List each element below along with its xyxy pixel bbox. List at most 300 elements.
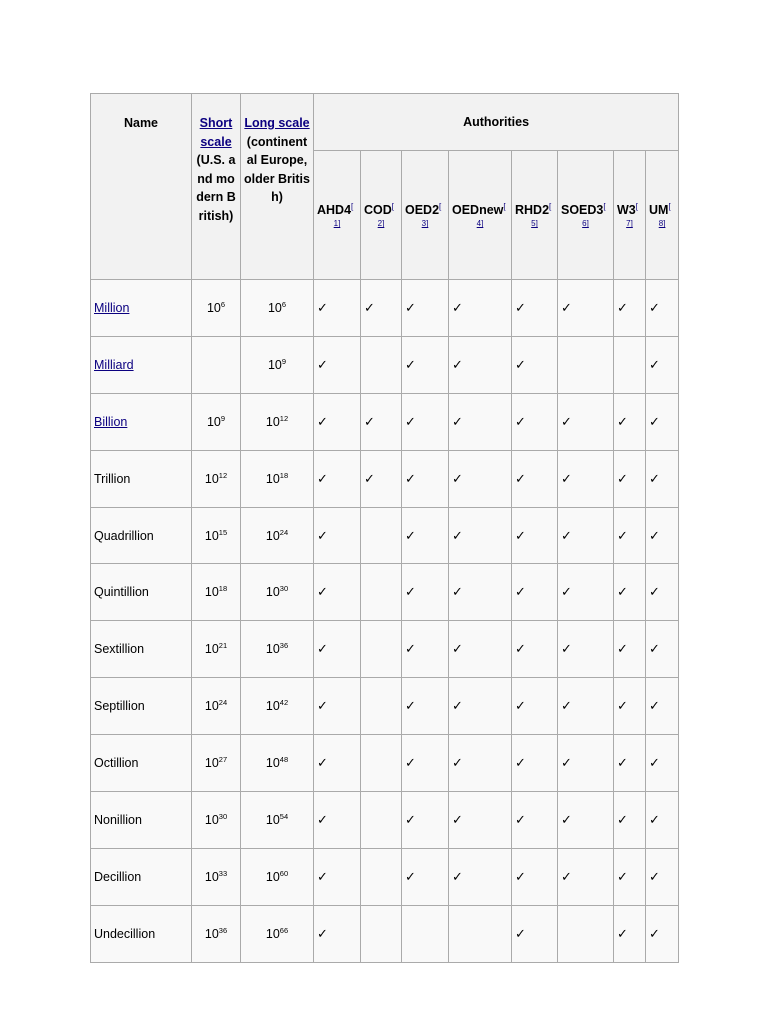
check-mark: ✓ — [617, 299, 628, 315]
authority-cell — [361, 564, 402, 621]
authority-cell — [449, 792, 512, 849]
authority-cell — [558, 336, 614, 393]
reference-link[interactable]: 8] — [658, 219, 666, 229]
check-mark: ✓ — [405, 299, 416, 315]
check-mark: ✓ — [649, 811, 660, 827]
long-scale-cell — [241, 678, 314, 735]
authority-cell — [512, 336, 558, 393]
check-mark: ✓ — [364, 470, 375, 486]
check-mark: ✓ — [649, 470, 660, 486]
authority-cell — [402, 450, 449, 507]
short-scale-base: 10 — [204, 585, 219, 600]
check-mark: ✓ — [452, 527, 463, 543]
authority-cell — [449, 280, 512, 337]
authority-header-cod — [361, 151, 402, 280]
reference-link[interactable]: [ — [439, 201, 442, 211]
check-mark: ✓ — [452, 811, 463, 827]
check-mark: ✓ — [515, 698, 526, 714]
check-mark: ✓ — [405, 470, 416, 486]
authority-cell — [361, 336, 402, 393]
check-mark: ✓ — [405, 755, 416, 771]
reference-link[interactable]: 1] — [333, 219, 341, 229]
authority-cell — [314, 280, 361, 337]
authority-label: RHD2 — [515, 202, 550, 217]
reference-link[interactable]: 2] — [377, 219, 385, 229]
short-scale-exponent: 27 — [218, 754, 228, 764]
check-mark: ✓ — [617, 641, 628, 657]
authority-cell — [314, 564, 361, 621]
authority-cell — [449, 393, 512, 450]
check-mark: ✓ — [317, 925, 328, 941]
name-cell — [91, 280, 192, 337]
number-name: Decillion — [94, 869, 142, 884]
reference-link[interactable]: [ — [351, 201, 354, 211]
authority-cell — [614, 450, 646, 507]
authority-cell — [558, 735, 614, 792]
table-row — [91, 678, 679, 735]
check-mark: ✓ — [617, 868, 628, 884]
reference-link[interactable]: [ — [603, 201, 606, 211]
short-scale-header — [192, 94, 241, 280]
number-name: Quadrillion — [94, 528, 154, 543]
check-mark: ✓ — [617, 584, 628, 600]
authority-cell — [449, 848, 512, 905]
check-mark: ✓ — [405, 356, 416, 372]
name-header-label: Name — [123, 116, 159, 130]
name-cell — [91, 905, 192, 962]
authority-cell — [614, 792, 646, 849]
short-scale-exponent: 9 — [220, 413, 226, 423]
check-mark: ✓ — [515, 584, 526, 600]
check-mark: ✓ — [452, 868, 463, 884]
check-mark: ✓ — [649, 698, 660, 714]
number-name: Quintillion — [94, 585, 149, 600]
number-name-link[interactable]: Billion — [94, 414, 128, 429]
authority-cell — [558, 393, 614, 450]
short-scale-exponent: 36 — [218, 925, 228, 935]
number-name: Septillion — [94, 699, 145, 714]
long-scale-cell — [241, 905, 314, 962]
check-mark: ✓ — [649, 413, 660, 429]
authority-label: OEDnew — [452, 202, 504, 217]
authority-cell — [646, 564, 679, 621]
short-scale-base: 10 — [204, 869, 219, 884]
short-scale-base: 10 — [204, 528, 219, 543]
authority-cell — [449, 450, 512, 507]
check-mark: ✓ — [617, 811, 628, 827]
long-scale-note: (continental Europe, older British) — [244, 134, 310, 204]
authority-cell — [314, 848, 361, 905]
check-mark: ✓ — [561, 527, 572, 543]
short-scale-cell — [192, 450, 241, 507]
authority-cell — [512, 848, 558, 905]
long-scale-exponent: 54 — [279, 811, 289, 821]
short-scale-exponent: 30 — [218, 811, 228, 821]
short-scale-cell — [192, 735, 241, 792]
authority-cell — [512, 393, 558, 450]
check-mark: ✓ — [649, 755, 660, 771]
check-mark: ✓ — [317, 868, 328, 884]
authority-cell — [449, 678, 512, 735]
check-mark: ✓ — [317, 413, 328, 429]
name-cell — [91, 848, 192, 905]
check-mark: ✓ — [515, 470, 526, 486]
long-scale-exponent: 24 — [279, 527, 289, 537]
check-mark: ✓ — [317, 356, 328, 372]
authority-cell — [512, 507, 558, 564]
long-scale-exponent: 36 — [279, 641, 289, 651]
authority-cell — [361, 905, 402, 962]
table-row — [91, 905, 679, 962]
check-mark: ✓ — [515, 299, 526, 315]
check-mark: ✓ — [515, 925, 526, 941]
name-cell — [91, 393, 192, 450]
authority-cell — [646, 393, 679, 450]
check-mark: ✓ — [317, 527, 328, 543]
check-mark: ✓ — [452, 470, 463, 486]
reference-link[interactable]: 3] — [421, 219, 429, 229]
short-scale-note: (U.S. and modern British) — [196, 153, 236, 223]
short-scale-exponent: 15 — [218, 527, 228, 537]
short-scale-base: 10 — [204, 756, 219, 771]
authority-cell — [646, 507, 679, 564]
long-scale-header — [241, 94, 314, 280]
long-scale-exponent: 42 — [279, 698, 289, 708]
short-scale-cell — [192, 621, 241, 678]
long-scale-link[interactable]: Long scale — [244, 116, 310, 130]
authority-cell — [361, 450, 402, 507]
reference-link[interactable]: 5] — [531, 219, 538, 229]
authority-cell — [646, 450, 679, 507]
long-scale-base: 10 — [265, 414, 280, 429]
authority-cell — [614, 280, 646, 337]
authority-cell — [558, 848, 614, 905]
reference-link[interactable]: [ — [635, 201, 638, 211]
authority-cell — [361, 792, 402, 849]
table-row — [91, 450, 679, 507]
authority-header-ahd4 — [314, 151, 361, 280]
check-mark: ✓ — [405, 868, 416, 884]
long-scale-cell — [241, 848, 314, 905]
short-scale-exponent: 6 — [220, 299, 226, 309]
number-name: Sextillion — [94, 642, 145, 657]
long-scale-cell — [241, 621, 314, 678]
authority-label: AHD4 — [317, 202, 352, 217]
long-scale-cell — [241, 507, 314, 564]
authority-cell — [314, 336, 361, 393]
authority-cell — [614, 678, 646, 735]
name-cell — [91, 450, 192, 507]
long-scale-exponent: 48 — [279, 754, 289, 764]
number-name: Octillion — [94, 756, 139, 771]
authority-cell — [558, 792, 614, 849]
check-mark: ✓ — [617, 470, 628, 486]
short-scale-cell — [192, 280, 241, 337]
name-cell — [91, 792, 192, 849]
long-scale-cell — [241, 336, 314, 393]
check-mark: ✓ — [561, 698, 572, 714]
reference-link[interactable]: 6] — [582, 219, 589, 229]
table-row — [91, 848, 679, 905]
long-scale-base: 10 — [265, 812, 280, 827]
short-scale-exponent: 21 — [218, 641, 228, 651]
authority-cell — [558, 564, 614, 621]
check-mark: ✓ — [649, 584, 660, 600]
check-mark: ✓ — [405, 584, 416, 600]
authority-cell — [314, 507, 361, 564]
authority-cell — [361, 735, 402, 792]
authority-cell — [614, 507, 646, 564]
check-mark: ✓ — [364, 413, 375, 429]
check-mark: ✓ — [405, 413, 416, 429]
authority-cell — [402, 905, 449, 962]
short-scale-cell — [192, 564, 241, 621]
short-scale-base: 10 — [204, 812, 219, 827]
authority-cell — [558, 621, 614, 678]
authority-cell — [558, 678, 614, 735]
check-mark: ✓ — [515, 868, 526, 884]
name-cell — [91, 336, 192, 393]
check-mark: ✓ — [649, 299, 660, 315]
check-mark: ✓ — [561, 641, 572, 657]
authority-cell — [646, 336, 679, 393]
name-cell — [91, 621, 192, 678]
check-mark: ✓ — [317, 470, 328, 486]
authority-label: SOED3 — [561, 202, 604, 217]
number-name: Trillion — [94, 471, 131, 486]
check-mark: ✓ — [515, 356, 526, 372]
check-mark: ✓ — [649, 641, 660, 657]
short-scale-base: 10 — [204, 471, 219, 486]
check-mark: ✓ — [405, 527, 416, 543]
authority-cell — [314, 678, 361, 735]
authority-cell — [512, 792, 558, 849]
long-scale-cell — [241, 564, 314, 621]
check-mark: ✓ — [515, 811, 526, 827]
authority-cell — [449, 621, 512, 678]
authority-cell — [646, 678, 679, 735]
short-scale-base: 10 — [206, 414, 221, 429]
short-scale-cell — [192, 678, 241, 735]
authority-label: W3 — [617, 202, 636, 217]
authority-cell — [512, 735, 558, 792]
authority-header-rhd2 — [512, 151, 558, 280]
authority-cell — [646, 792, 679, 849]
check-mark: ✓ — [617, 413, 628, 429]
long-scale-cell — [241, 792, 314, 849]
authority-cell — [402, 792, 449, 849]
authority-cell — [614, 848, 646, 905]
short-scale-base: 10 — [204, 699, 219, 714]
reference-link[interactable]: 4] — [476, 219, 484, 229]
authority-cell — [314, 792, 361, 849]
short-scale-cell — [192, 507, 241, 564]
reference-link[interactable]: [ — [503, 201, 506, 211]
reference-link[interactable]: [ — [391, 201, 395, 211]
authority-cell — [614, 735, 646, 792]
name-cell — [91, 507, 192, 564]
check-mark: ✓ — [452, 413, 463, 429]
authority-cell — [402, 678, 449, 735]
short-scale-exponent: 24 — [218, 698, 228, 708]
long-scale-base: 10 — [265, 585, 280, 600]
authority-cell — [449, 507, 512, 564]
authority-cell — [361, 507, 402, 564]
authority-cell — [646, 848, 679, 905]
long-scale-base: 10 — [265, 756, 280, 771]
check-mark: ✓ — [617, 925, 628, 941]
check-mark: ✓ — [452, 641, 463, 657]
check-mark: ✓ — [617, 698, 628, 714]
authority-header-um — [646, 151, 679, 280]
name-cell — [91, 678, 192, 735]
long-scale-cell — [241, 735, 314, 792]
authority-cell — [361, 621, 402, 678]
short-scale-base: 10 — [204, 642, 219, 657]
long-scale-cell — [241, 280, 314, 337]
check-mark: ✓ — [405, 811, 416, 827]
check-mark: ✓ — [617, 527, 628, 543]
check-mark: ✓ — [561, 584, 572, 600]
short-scale-cell — [192, 336, 241, 393]
check-mark: ✓ — [649, 356, 660, 372]
check-mark: ✓ — [649, 527, 660, 543]
authorities-header — [314, 94, 679, 151]
short-scale-link[interactable]: Short scale — [199, 116, 233, 149]
check-mark: ✓ — [561, 755, 572, 771]
long-scale-base: 10 — [265, 869, 280, 884]
long-scale-exponent: 9 — [281, 356, 287, 366]
number-name: Undecillion — [94, 926, 156, 941]
short-scale-cell — [192, 393, 241, 450]
table-row — [91, 393, 679, 450]
authority-cell — [314, 621, 361, 678]
long-scale-exponent: 6 — [281, 299, 287, 309]
authority-cell — [512, 905, 558, 962]
table-row — [91, 621, 679, 678]
authority-cell — [449, 735, 512, 792]
long-scale-base: 10 — [265, 642, 280, 657]
check-mark: ✓ — [452, 698, 463, 714]
number-name-link[interactable]: Milliard — [94, 357, 134, 372]
authority-cell — [402, 336, 449, 393]
authority-cell — [402, 848, 449, 905]
authority-cell — [614, 336, 646, 393]
authority-cell — [314, 393, 361, 450]
authority-cell — [646, 905, 679, 962]
short-scale-cell — [192, 905, 241, 962]
authority-header-oed2 — [402, 151, 449, 280]
authority-cell — [449, 564, 512, 621]
table-row — [91, 280, 679, 337]
authority-cell — [402, 735, 449, 792]
check-mark: ✓ — [317, 641, 328, 657]
authority-cell — [512, 621, 558, 678]
authority-cell — [361, 848, 402, 905]
table-row — [91, 735, 679, 792]
check-mark: ✓ — [452, 584, 463, 600]
table-row — [91, 507, 679, 564]
authority-label: OED2 — [405, 202, 440, 217]
long-scale-exponent: 66 — [279, 925, 289, 935]
authority-cell — [402, 564, 449, 621]
authority-cell — [558, 450, 614, 507]
short-scale-exponent: 18 — [218, 584, 228, 594]
check-mark: ✓ — [452, 299, 463, 315]
authority-cell — [558, 280, 614, 337]
authority-cell — [512, 280, 558, 337]
check-mark: ✓ — [452, 356, 463, 372]
authority-cell — [449, 905, 512, 962]
number-name-link[interactable]: Million — [94, 300, 130, 315]
authority-cell — [512, 450, 558, 507]
short-scale-exponent: 12 — [218, 470, 228, 480]
reference-link[interactable]: [ — [668, 201, 671, 211]
authority-cell — [558, 507, 614, 564]
authority-cell — [314, 735, 361, 792]
check-mark: ✓ — [515, 755, 526, 771]
check-mark: ✓ — [649, 868, 660, 884]
table-row — [91, 564, 679, 621]
check-mark: ✓ — [317, 811, 328, 827]
authority-header-w3 — [614, 151, 646, 280]
authority-cell — [402, 393, 449, 450]
reference-link[interactable]: [ — [549, 201, 552, 211]
check-mark: ✓ — [515, 527, 526, 543]
check-mark: ✓ — [617, 755, 628, 771]
authority-cell — [361, 678, 402, 735]
authority-cell — [512, 564, 558, 621]
authority-cell — [402, 507, 449, 564]
check-mark: ✓ — [515, 413, 526, 429]
name-cell — [91, 564, 192, 621]
check-mark: ✓ — [561, 811, 572, 827]
check-mark: ✓ — [317, 755, 328, 771]
short-scale-base: 10 — [206, 300, 221, 315]
number-name: Nonillion — [94, 812, 142, 827]
authority-cell — [361, 280, 402, 337]
check-mark: ✓ — [405, 641, 416, 657]
long-scale-base: 10 — [265, 528, 280, 543]
authority-cell — [314, 905, 361, 962]
check-mark: ✓ — [649, 925, 660, 941]
short-scale-base: 10 — [204, 926, 219, 941]
long-scale-base: 10 — [267, 357, 282, 372]
long-scale-base: 10 — [265, 699, 280, 714]
authority-header-soed3 — [558, 151, 614, 280]
authority-cell — [646, 621, 679, 678]
reference-link[interactable]: 7] — [626, 219, 633, 229]
check-mark: ✓ — [561, 299, 572, 315]
check-mark: ✓ — [364, 299, 375, 315]
authority-cell — [361, 393, 402, 450]
authority-label: COD — [364, 202, 392, 217]
short-scale-cell — [192, 792, 241, 849]
check-mark: ✓ — [452, 755, 463, 771]
check-mark: ✓ — [561, 470, 572, 486]
table-row — [91, 792, 679, 849]
check-mark: ✓ — [561, 413, 572, 429]
check-mark: ✓ — [317, 299, 328, 315]
authority-cell — [646, 280, 679, 337]
long-scale-base: 10 — [265, 471, 280, 486]
authority-cell — [402, 621, 449, 678]
authority-cell — [614, 393, 646, 450]
long-scale-cell — [241, 450, 314, 507]
authority-cell — [614, 905, 646, 962]
check-mark: ✓ — [317, 698, 328, 714]
authority-cell — [614, 564, 646, 621]
